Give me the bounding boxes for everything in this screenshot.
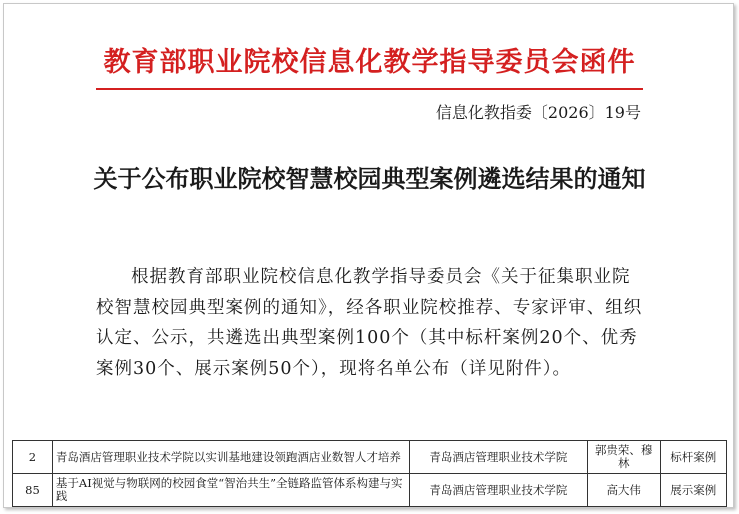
letterhead-red-rule xyxy=(96,88,643,90)
case-person: 高大伟 xyxy=(587,474,660,507)
table-row xyxy=(13,474,727,507)
case-number: 85 xyxy=(13,474,53,507)
case-category: 标杆案例 xyxy=(660,441,727,474)
case-list-table xyxy=(12,440,727,507)
document-number: 信息化教指委〔2026〕19号 xyxy=(435,103,641,122)
case-school: 青岛酒店管理职业技术学院 xyxy=(409,441,587,474)
case-number: 2 xyxy=(13,441,53,474)
notice-body: 根据教育部职业院校信息化教学指导委员会《关于征集职业院校智慧校园典型案例的通知》，经各职业院校推荐、专家评审、组织认定、公示，共遴选出典型案例100个（其中标杆案例20个、优秀案例30个、展示案例50个），现将名单公布（详见附件）。 xyxy=(96,267,643,379)
case-school: 青岛酒店管理职业技术学院 xyxy=(409,474,587,507)
table-row xyxy=(13,441,727,474)
case-person: 郭贵荣、穆林 xyxy=(587,441,660,474)
case-name: 基于AI视觉与物联网的校园食堂“智治共生”全链路监管体系构建与实践 xyxy=(52,474,409,507)
notice-title: 关于公布职业院校智慧校园典型案例遴选结果的通知 xyxy=(93,165,646,193)
letterhead-title: 教育部职业院校信息化教学指导委员会函件 xyxy=(103,47,636,78)
case-category: 展示案例 xyxy=(660,474,727,507)
case-name: 青岛酒店管理职业技术学院以实训基地建设领跑酒店业数智人才培养 xyxy=(52,441,409,474)
